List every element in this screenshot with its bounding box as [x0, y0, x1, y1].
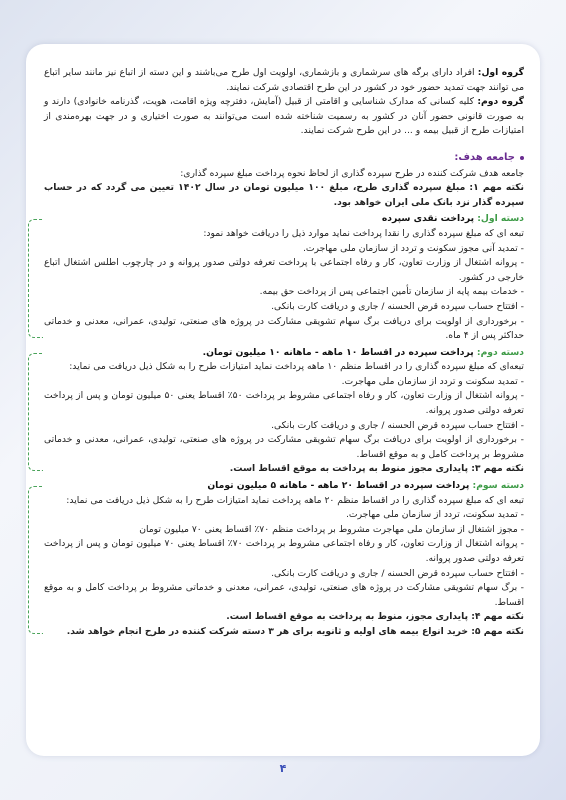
category-3	[44, 479, 524, 640]
target-heading: جامعه هدف:	[44, 151, 524, 166]
cat2-line: - افتتاح حساب سپرده قرض الحسنه / جاری و دریافت کارت بانکی.	[271, 419, 524, 431]
dashed-bracket-decoration	[28, 486, 43, 634]
cat1-line: - برخورداری از اولویت برای دریافت برگ سهام تشویقی مشارکت در پروژه های صنعتی، تولیدی، عمرانی، معدنی و خدماتی حداکثر پس از ۴ ماه.	[44, 315, 524, 342]
cat1-line: - تمدید آنی مجوز سکونت و تردد از سازمان ملی مهاجرت.	[302, 242, 524, 254]
cat3-line: - مجوز اشتغال از سازمان ملی مهاجرت مشروط بر پرداخت منظم ۷۰٪ اقساط یعنی ۷۰ میلیون تومان	[139, 523, 524, 535]
group2-text: کلیه کسانی که مدارک شناسایی و اقامتی از قبیل (آمایش، دفترچه ویژه اقامت، هویت، گذرنامه خانوادی) دارند و به صورت قانونی حضور آنان در کشور به رسمیت شناخته شده است می‌توانند به صورت اختیاری و در جهت بهره‌مندی از امتیازات طرح از قبیل بیمه و ... در این طرح شرکت نمایند.	[44, 96, 524, 137]
cat2-line: - برخورداری از اولویت برای دریافت برگ سهام تشویقی مشارکت در پروژه های صنعتی، تولیدی، عمرانی، معدنی و خدماتی مشروط بر پرداخت کامل و به موقع اقساط.	[44, 434, 524, 460]
cat2-line: - تمدید سکونت و تردد از سازمان ملی مهاجرت.	[341, 375, 524, 387]
group1-label: گروه اول:	[477, 67, 524, 78]
dashed-bracket-decoration	[28, 353, 43, 471]
cat2-line: - پروانه اشتغال از وزارت تعاون، کار و رفاه اجتماعی مشروط بر پرداخت ۵۰٪ اقساط یعنی ۵۰ میلیون تومان و پس از پرداخت تعرفه دولتی صدور پروانه.	[44, 390, 524, 417]
category-2-title: دسته دوم: پرداخت سپرده در اقساط ۱۰ ماهه - ماهانه ۱۰ میلیون تومان.	[202, 346, 524, 358]
group1-text: افراد دارای برگه های سرشماری و بازشماری، اولویت اول طرح می‌باشند و این دسته از اتباع نیز مانند سایر اتباع می توانند جهت تمدید حضور خود در کشور در این طرح اقتصادی شرکت نمایند.	[44, 67, 524, 93]
cat1-line: تبعه ای که مبلغ سپرده گذاری را نقدا پرداخت نماید موارد ذیل را دریافت خواهد نمود:	[203, 227, 524, 239]
category-1-title: دسته اول: پرداخت نقدی سپرده	[381, 213, 524, 225]
page-number: ۴	[279, 762, 287, 775]
category-2	[44, 346, 524, 477]
dashed-bracket-decoration	[28, 219, 43, 337]
category-1	[44, 212, 524, 343]
category-3-title: دسته سوم: پرداخت سپرده در اقساط ۲۰ ماهه - ماهانه ۵ میلیون تومان	[207, 480, 524, 492]
target-intro: جامعه هدف شرکت کننده در طرح سپرده گذاری از لحاظ نحوه پرداخت مبلغ سپرده گذاری:	[180, 167, 524, 179]
group1-paragraph	[44, 66, 524, 95]
cat3-line: - پروانه اشتغال از وزارت تعاون، کار و رفاه اجتماعی مشروط بر پرداخت ۷۰٪ اقساط یعنی ۷۰ میلیون تومان و پس از پرداخت تعرفه دولتی صدور پروانه.	[44, 538, 524, 564]
cat3-line: - برگ سهام تشویقی مشارکت در پروژه های صنعتی، تولیدی، عمرانی، معدنی و خدماتی مشروط بر پرداخت کامل و به موقع اقساط.	[44, 582, 524, 608]
cat1-line: - پروانه اشتغال از وزارت تعاون، کار و رفاه اجتماعی با پرداخت تعرفه دولتی صدور پروانه و در چارچوب اطلس اشتغال اتباع خارجی در کشور.	[44, 257, 524, 283]
cat1-line: - افتتاح حساب سپرده قرض الحسنه / جاری و دریافت کارت بانکی.	[271, 300, 524, 312]
note-1: نکته مهم ۱: مبلغ سپرده گذاری طرح، مبلغ ۱۰۰ میلیون تومان در سال ۱۴۰۲ تعیین می گردد که در حساب سپرده گذار نزد بانک ملی ایران خواهد بود.	[44, 182, 525, 208]
cat3-line: - افتتاح حساب سپرده قرض الحسنه / جاری و دریافت کارت بانکی.	[271, 567, 524, 579]
cat3-line: - تمدید سکونت، تردد از سازمان ملی مهاجرت.	[346, 509, 524, 521]
note-3: نکته مهم ۳: پایداری مجوز منوط به پرداخت به موقع اقساط است.	[229, 463, 524, 475]
group2-label: گروه دوم:	[477, 96, 525, 108]
group2-paragraph	[44, 95, 524, 139]
document-body	[44, 66, 524, 640]
cat3-line: تبعه ای که مبلغ سپرده گذاری را در اقساط منظم ۲۰ ماهه پرداخت نماید امتیازات طرح را به شکل ذیل دریافت می نماید:	[66, 494, 524, 506]
cat2-line: تبعه‌ای که مبلغ سپرده گذاری را در اقساط منظم ۱۰ ماهه پرداخت نماید امتیازات طرح را به شکل ذیل دریافت می نماید:	[69, 361, 524, 373]
cat1-line: - خدمات بیمه پایه از سازمان تأمین اجتماعی پس از پرداخت حق بیمه.	[259, 286, 524, 298]
note-5: نکته مهم ۵: خرید انواع بیمه های اولیه و ثانویه برای هر ۳ دسته شرکت کننده در طرح انجام خواهد شد.	[66, 625, 524, 637]
bullet-dot-icon	[520, 156, 524, 160]
note-4: نکته مهم ۴: پایداری مجوز، منوط به پرداخت به موقع اقساط است.	[226, 611, 524, 623]
